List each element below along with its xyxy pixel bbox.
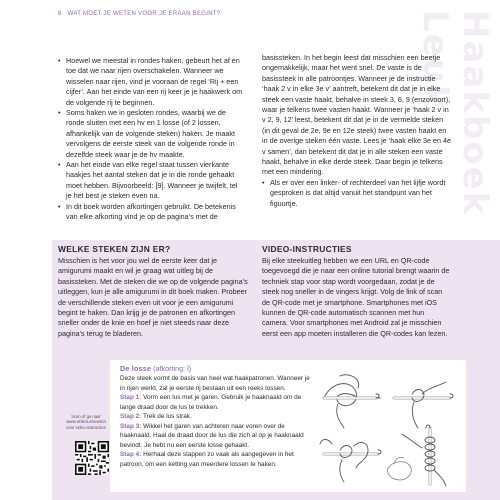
stitch-instructions bbox=[120, 374, 310, 469]
qr-code-icon[interactable] bbox=[75, 441, 109, 475]
stitch-abbreviation: (afkorting: l) bbox=[153, 364, 192, 373]
step bbox=[120, 450, 310, 469]
step-text: Vorm een lus met je garen. Gebruik je haaknaald om de lange draad door de lus te trekken. bbox=[120, 394, 302, 411]
list-item: • Aan het einde van elke regel staat tussen vierkante haakjes het aantal steken dat je in die ronde gehaakt moet hebben. Bijvoorbeeld: [9]. Wanneer je twijfelt, tel je het best je steken even na. bbox=[58, 160, 243, 202]
step-label: Stap 1: bbox=[120, 394, 142, 401]
qr-hint-line-1: Scan of ga naar bbox=[71, 414, 101, 419]
stitch-intro: Deze steek vormt de basis van heel wat haakpatronen. Wanneer je in rijen werkt, zal je eerste rij bestaan uit een reeks lossen. bbox=[120, 375, 310, 392]
section-text-videos: Bij elke steekuitleg hebben we een URL en QR-code toegevoegd die je naar een online tutorial brengt waarin de techniek stap voor stap wordt voorgedaan, zodat je de steek nog sneller in de vingers krijgt. Volg de link of scan de QR-code met je smartphone. Smartphones met iOS kunnen de QR-code automatisch scannen met hun camera. Voor smartphones met Android zal je misschien eerst een app moeten installeren die QR-codes kan lezen. bbox=[262, 256, 450, 338]
step-label: Stap 2: bbox=[120, 413, 142, 420]
stitch-illustration bbox=[318, 368, 460, 488]
section-title-videos: VIDEO-INSTRUCTIES bbox=[262, 244, 352, 254]
illustration-step-1 bbox=[324, 375, 380, 428]
watermark: Haakboek Leuk bbox=[415, 10, 495, 217]
step-label: Stap 4: bbox=[120, 451, 142, 458]
list-item: • In dit boek worden afkortingen gebruikt. De betekenis van elke afkorting vind je op de pagina’s met de bbox=[58, 202, 243, 223]
right-column bbox=[262, 53, 452, 209]
header-title: WAT MOET JE WETEN VOOR JE ERAAN BEGINT? bbox=[67, 11, 221, 17]
stitch-title bbox=[120, 364, 191, 373]
left-column bbox=[58, 56, 243, 223]
step bbox=[120, 422, 310, 451]
qr-url-link[interactable]: www.stitch.show/ch bbox=[66, 419, 106, 425]
list-item: • Als er over een linker- of rechterdeel van het lijfje wordt gesproken is dat altijd vanuit het standpunt van het figuurtje. bbox=[262, 178, 452, 209]
right-bullet-list bbox=[262, 178, 452, 209]
running-header bbox=[58, 11, 220, 17]
step-label: Stap 3: bbox=[120, 422, 142, 430]
step-text: Wikkel het garen van achteren naar voren over de haaknaald. Haal de draad door de lus die zich al op je haaknaald bevindt. Je hebt nu een eerste losse gehaakt. bbox=[120, 422, 304, 449]
list-item: • Soms haken we in gesloten rondes, waarbij we de ronde sluiten met een hv en 1 losse (of 2 lossen, afhankelijk van de volgende steken) haken. Je maakt vervolgens de eerste steek van de volgende ronde in dezelfde steek waar je de hv maakte. bbox=[58, 108, 243, 160]
right-column-intro: basissteken. In het begin leest dat misschien een beetje ongemakkelijk, maar het went snel. De vaste is de basissteek in alle patroontjes. Wanneer je de instructie ‘haak 2 v in elke 3e v’ aantreft, betekent dit dat je in elke steek een vaste haakt, behalve in steek 3, 6, 9 (enzovoort), waar je telkens twee vasten haakt. Wanneer je ‘haak 2 v in v 2, 9, 12’ leest, betekent dit dat je in de vermelde steken (in dit geval de 2e, 9e en 12e steek) twee vasten haakt en in de overige steken één vaste. Lees je ‘haak elke 3e en 4e v samen’, dan betekent dit dat je in alle steken een vaste haakt, behalve in elke derde steek. Daar begin je telkens met een mindering. bbox=[262, 53, 452, 177]
left-bullet-list bbox=[58, 56, 243, 223]
section-title-stitches: WELKE STEKEN ZIJN ER? bbox=[58, 244, 171, 254]
step bbox=[120, 393, 310, 412]
list-item: • Hoewel we meestal in rondes haken, gebeurt het af en toe dat we naar rijen overschakelen. Wanneer we wisselen naar rijen, vind je vooraan de regel ‘Rij + een cijfer’. Aan het einde van een rij keer je je haakwerk om de volgende rij te beginnen. bbox=[58, 56, 243, 108]
step bbox=[120, 412, 310, 422]
section-text-stitches: Misschien is het voor jou wel de eerste keer dat je amigurumi maakt en wil je graag wat uitleg bij de basissteken. Met de steken die we op de volgende pagina’s uitleggen, kun je alle amigurumi in dit boek maken. Probeer de verschillende steken even uit voor je een amigurumi begint te haken. Dan krijg je de patronen en afkortingen sneller onder de knie en hoef je niet steeds naar deze pagina’s terug te bladeren. bbox=[58, 256, 248, 338]
qr-hint-line-2: voor video-instructies bbox=[66, 424, 106, 430]
illustration-step-3 bbox=[320, 440, 381, 483]
page-number: 8 bbox=[58, 11, 62, 17]
step-text: Herhaal deze stappen zo vaak als aangegeven in het patroon, om een ketting van meerdere lossen te haken. bbox=[120, 451, 294, 468]
stitch-name: De losse bbox=[120, 364, 152, 373]
qr-hint bbox=[62, 414, 110, 430]
step-text: Trek de lus strak. bbox=[142, 413, 192, 420]
illustration-step-2 bbox=[394, 382, 453, 428]
